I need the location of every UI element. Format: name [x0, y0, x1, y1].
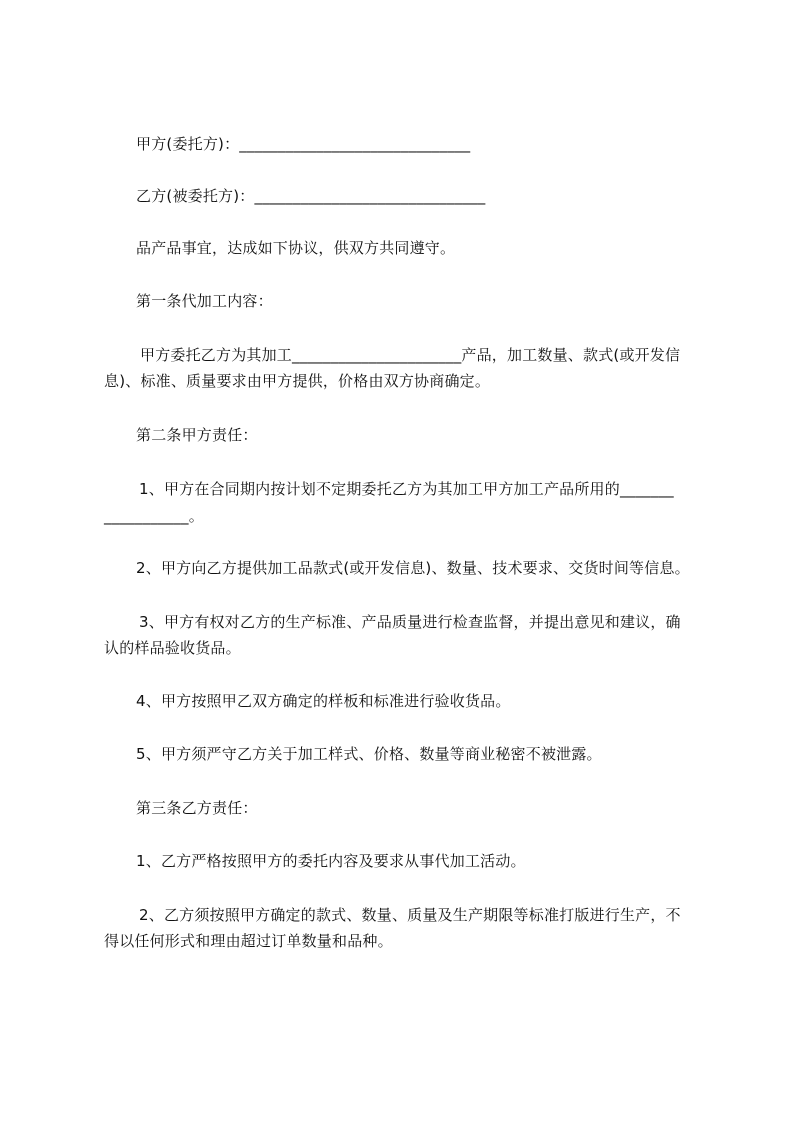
- article2-item3-line1: 3、甲方有权对乙方的生产标准、产品质量进行检查监督，并提出意见和建议，确: [139, 613, 681, 631]
- article2-title: 第二条甲方责任：: [136, 426, 258, 444]
- article2-item1-line2: ___________。: [104, 507, 204, 525]
- article2-item3-line2: 认的样品验收货品。: [104, 639, 241, 657]
- article2-item4: 4、甲方按照甲乙双方确定的样板和标准进行验收货品。: [136, 692, 511, 710]
- article2-item2: 2、甲方向乙方提供加工品款式(或开发信息)、数量、技术要求、交货时间等信息。: [136, 559, 690, 577]
- article3-item2-line2: 得以任何形式和理由超过订单数量和品种。: [104, 932, 393, 950]
- article2-item1-line1: 1、甲方在合同期内按计划不定期委托乙方为其加工甲方加工产品所用的_______: [139, 480, 674, 498]
- article3-item1: 1、乙方严格按照甲方的委托内容及要求从事代加工活动。: [136, 852, 526, 870]
- article3-title: 第三条乙方责任：: [136, 799, 258, 817]
- article1-title: 第一条代加工内容：: [136, 292, 273, 310]
- party-b-line: 乙方(被委托方)：______________________________: [136, 187, 486, 205]
- party-a-line: 甲方(委托方)：______________________________: [136, 135, 471, 153]
- article1-line2: 息)、标准、质量要求由甲方提供，价格由双方协商确定。: [104, 372, 491, 390]
- article2-item5: 5、甲方须严守乙方关于加工样式、价格、数量等商业秘密不被泄露。: [136, 745, 602, 763]
- intro-paragraph: 品产品事宜，达成如下协议，供双方共同遵守。: [136, 239, 456, 257]
- article1-line1: 甲方委托乙方为其加工______________________产品，加工数量、款式(或开发信: [140, 346, 681, 364]
- article3-item2-line1: 2、乙方须按照甲方确定的款式、数量、质量及生产期限等标准打版进行生产，不: [139, 906, 681, 924]
